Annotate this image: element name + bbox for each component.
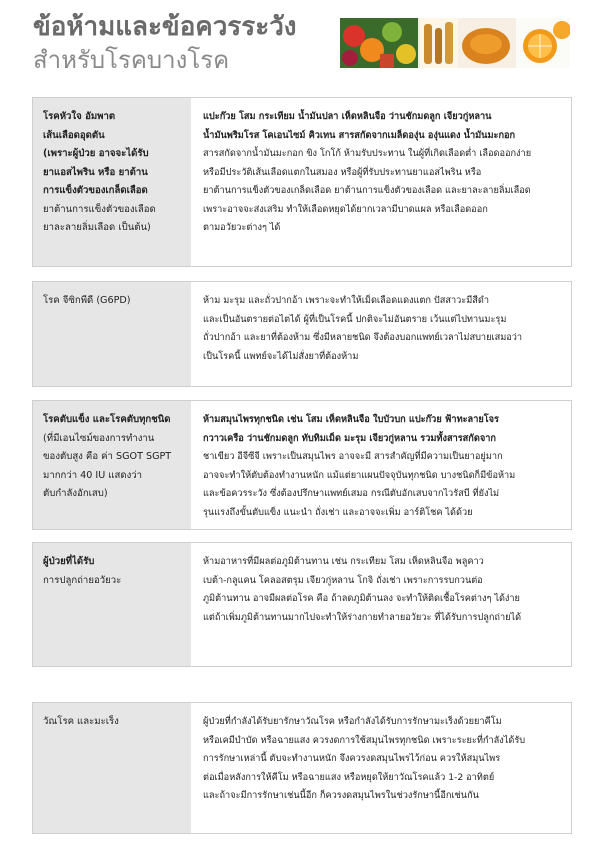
advice-line: ห้ามสมุนไพรทุกชนิด เช่น โสม เห็ดหลินจือ ใบบัวบก แปะก๊วย ฟ้าทะลายโจร [203,414,499,425]
advice-line: ถั่วปากอ้า และยาที่ต้องห้าม ซึ่งมีหลายชนิด จึงต้องบอกแพทย์เวลาไม่สบายเสมอว่า [203,332,523,343]
advice-line: และถ้าจะมีการรักษาเช่นนี้อีก ก็ควรงดสมุนไพรในช่วงรักษานี้อีกเช่นกัน [203,790,479,801]
advice-line: ยาต้านการแข็งตัวของเกล็ดเลือด ยาต้านการแข็งตัวของเลือด และยาละลายลิ่มเลือด [203,185,531,196]
advice-line: ตามอวัยวะต่างๆ ได้ [203,222,281,233]
condition-line: โรคหัวใจ อัมพาต [43,111,116,122]
section-liver-disease [32,400,572,530]
section-condition [33,543,191,666]
page-header [0,0,600,78]
advice-line: เป็นโรคนี้ แพทย์จะได้ไม่สั่งยาที่ต้องห้าม [203,350,359,362]
advice-line: การรักษาเหล่านี้ ตับจะทำงานหนัก จึงควรงดสมุนไพรไว้ก่อน ควรให้สมุนไพร [203,753,501,764]
advice-line: ห้ามอาหารที่มีผลต่อภูมิต้านทาน เช่น กระเทียม โสม เห็ดหลินจือ พลูคาว [203,556,484,567]
advice-line: เพราะอาจจะส่งเสริม ทำให้เลือดหยุดได้ยากเวลามีบาดแผล หรือเลือดออก [203,203,488,215]
advice-line: ห้าม มะรุม และถั่วปากอ้า เพราะจะทำให้เม็ดเลือดแดงแตก ปัสสาวะมีสีดำ [203,295,490,306]
advice-line: แต่ถ้าเพิ่มภูมิต้านทานมากไปจะทำให้ร่างกายทำลายอวัยวะ ที่ได้รับการปลูกถ่ายได้ [203,611,522,623]
food-photo-illustration [340,18,570,68]
condition-line: ยาละลายลิ่มเลือด เป็นต้น) [43,222,151,233]
advice-line: หรือมีประวัติเส้นเลือดแตกในสมอง หรือผู้ที่รับประทานยาแอสไพริน หรือ [203,166,482,178]
condition-line: ของตับสูง คือ ค่า SGOT SGPT [43,451,172,462]
condition-line: ผู้ป่วยที่ได้รับ [43,556,95,567]
section-condition [33,401,191,529]
advice-line: รุนแรงถึงขั้นตับแข็ง แนะนำ ถั่งเช่า และอาจจะเพิ่ม อาร์ติโชค ได้ด้วย [203,506,473,518]
advice-line: ต่อเมื่อหลังการให้คีโม หรือฉายแสง หรือหยุดให้ยาวัณโรคแล้ว 1-2 อาทิตย์ [203,771,495,783]
condition-line: ยาแอสไพริน หรือ ยาต้าน [43,166,148,178]
advice-line: ผู้ป่วยที่กำลังได้รับยารักษาวัณโรค หรือกำลังได้รับการรักษามะเร็งด้วยยาคีโม [203,716,502,727]
condition-line: เส้นเลือดอุดตัน [43,129,105,141]
condition-line: มากกว่า 40 IU แสดงว่า [43,469,143,481]
condition-line: ตับกำลังอักเสบ) [43,488,108,499]
advice-line: ภูมิต้านทาน อาจมีผลต่อโรค คือ ถ้าลดภูมิต้านลง จะทำให้ติดเชื้อโรคต่างๆ ได้ง่าย [203,593,520,604]
header-food-photo [340,18,570,68]
section-g6pd [32,281,572,387]
condition-line: โรคตับแข็ง และโรคตับทุกชนิด [43,414,171,425]
section-condition [33,282,191,386]
condition-line: ยาต้านการแข็งตัวของเลือด [43,203,156,215]
section-organ-transplant [32,542,572,667]
advice-line: และเป็นอันตรายต่อไตได้ ผู้ที่เป็นโรคนี้ ปกติจะไม่อันตราย เว้นแต่ไปทานมะรุม [203,313,507,325]
section-condition [33,98,191,266]
advice-line: เบต้า-กลูแคน โคลอสตรุม เจียวกู่หลาน โกจิ ถั่งเช่า เพราะการรบกวนต่อ [203,574,483,586]
section-advice [191,703,571,833]
advice-line: อาจจะทำให้ตับต้องทำงานหนัก แม้แต่ยาแผนปัจจุบันทุกชนิด บางชนิดก็มีข้อห้าม [203,469,516,481]
advice-line: กวาวเครือ ว่านชักมดลูก ทับทิมเม็ด มะรุม เจียวกู่หลาน รวมทั้งสารสกัดจาก [203,432,496,444]
section-advice [191,98,571,266]
section-advice [191,282,571,386]
advice-line: น้ำมันพริมโรส โคเอนไซม์ คิวเทน สารสกัดจากเมล็ดองุ่น องุ่นแดง น้ำมันมะกอก [203,129,516,141]
condition-line: (ที่มีเอนไซม์ของการทำงาน [43,432,155,444]
advice-line: หรือเคมีบำบัด หรือฉายแสง ควรงดการใช้สมุนไพรทุกชนิด เพราะระยะที่กำลังได้รับ [203,734,526,746]
section-advice [191,543,571,666]
advice-line: แปะก๊วย โสม กระเทียม น้ำมันปลา เห็ดหลินจือ ว่านชักมดลูก เจียวกู่หลาน [203,111,492,122]
section-tb-cancer [32,702,572,834]
condition-line: วัณโรค และมะเร็ง [43,716,119,727]
condition-line: การปลูกถ่ายอวัยวะ [43,574,122,586]
page-title: ข้อห้ามและข้อควรระวัง [33,12,297,42]
section-condition [33,703,191,833]
section-heart-disease [32,97,572,267]
advice-line: สารสกัดจากน้ำมันมะกอก ขิง โกโก้ ห้ามรับประทาน ในผู้ที่เกิดเลือดต่ำ เลือดออกง่าย [203,148,532,159]
advice-line: และข้อควรระวัง ซึ่งต้องปรึกษาแพทย์เสมอ กรณีตับอักเสบจากไวรัสบี ที่ยังไม่ [203,488,500,499]
page-subtitle: สำหรับโรคบางโรค [33,46,230,74]
condition-line: (เพราะผู้ป่วย อาจจะได้รับ [43,148,149,159]
section-advice [191,401,571,529]
condition-line: โรค จีซิกพีดี (G6PD) [43,295,131,306]
advice-line: ชาเขียว อีจีซีจี เพราะเป็นสมุนไพร อาจจะมี สารสำคัญที่มีความเป็นยาอยู่มาก [203,451,503,462]
condition-line: การแข็งตัวของเกล็ดเลือด [43,185,148,196]
